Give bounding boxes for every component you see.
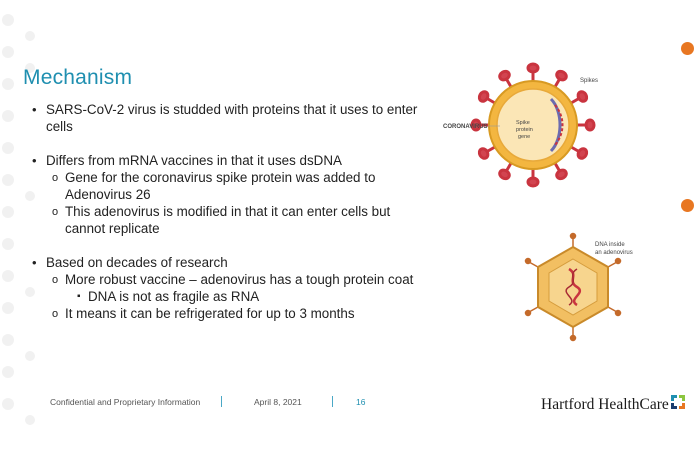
footer-confidential: Confidential and Proprietary Information (50, 397, 201, 407)
spikes-label: Spikes (580, 78, 599, 84)
bullet-item: • SARS-CoV-2 virus is studded with proteins that it uses to enter cells (30, 101, 430, 135)
bullet-item: • Based on decades of research (30, 254, 430, 271)
coronavirus-illustration (430, 60, 610, 190)
gene-label: Spike (516, 120, 530, 126)
decorative-dot (681, 42, 694, 55)
gene-label: gene (518, 134, 531, 140)
adenovirus-illustration (515, 232, 655, 342)
page-number: 16 (356, 397, 366, 407)
slide-title: Mechanism (23, 66, 133, 89)
coronavirus-label: CORONAVIRUS (443, 124, 488, 130)
sub-bullet-item: o Gene for the coronavirus spike protein was added to Adenovirus 26 (30, 169, 430, 203)
bullet-list (30, 101, 430, 322)
sub-sub-bullet-item: ▪ DNA is not as fragile as RNA (30, 288, 430, 305)
gene-label: protein (516, 127, 533, 133)
sub-bullet-item: o More robust vaccine – adenovirus has a tough protein coat (30, 271, 430, 288)
footer-date: April 8, 2021 (254, 397, 302, 407)
decorative-dot (681, 199, 694, 212)
brand-logo-icon (668, 392, 688, 412)
sub-bullet-item: o This adenovirus is modified in that it can enter cells but cannot replicate (30, 203, 430, 237)
adenovirus-label: DNA inside (595, 242, 625, 248)
footer-separator (332, 396, 333, 407)
footer-separator (221, 396, 222, 407)
sub-bullet-item: o It means it can be refrigerated for up to 3 months (30, 305, 430, 322)
brand-logo-text: Hartford HealthCare (541, 396, 669, 413)
adenovirus-label: an adenovirus (595, 250, 633, 256)
bullet-item: • Differs from mRNA vaccines in that it uses dsDNA (30, 152, 430, 169)
